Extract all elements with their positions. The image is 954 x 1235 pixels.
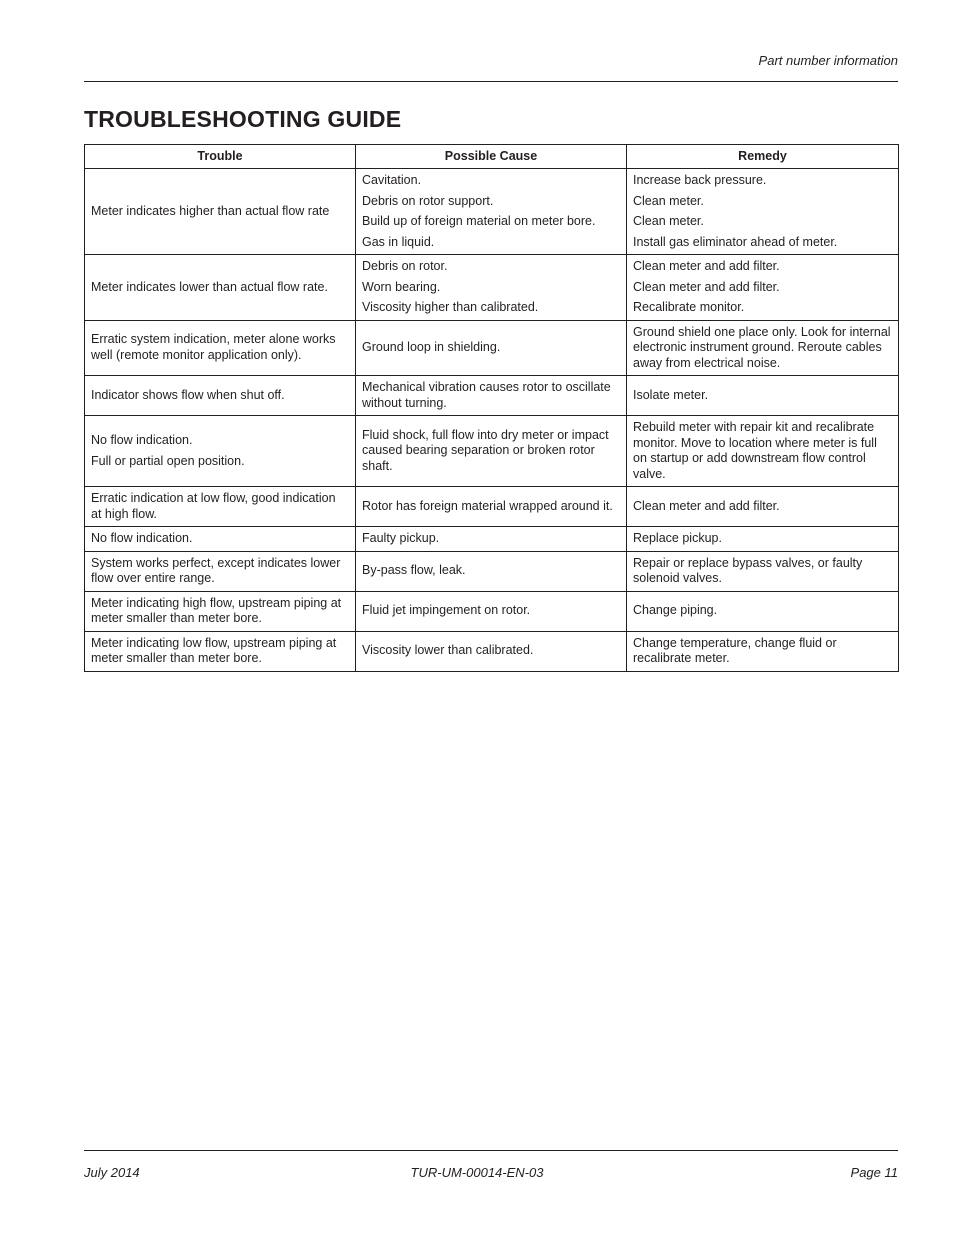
remedy-cell <box>627 487 899 527</box>
cause-cell <box>356 320 627 376</box>
remedy-cell <box>627 169 899 255</box>
cause-cell <box>356 551 627 591</box>
remedy-cell <box>627 551 899 591</box>
cause-cell <box>356 169 627 255</box>
remedy-cell-line: Clean meter and add filter. <box>633 498 780 513</box>
footer-page-number: Page 11 <box>850 1165 898 1180</box>
cause-cell <box>356 527 627 552</box>
footer-rule <box>84 1150 898 1151</box>
cause-cell-line: Gas in liquid. <box>362 234 435 249</box>
remedy-cell-line: Clean meter. <box>633 214 704 228</box>
column-header-trouble: Trouble <box>85 145 356 169</box>
page-title: TROUBLESHOOTING GUIDE <box>84 106 402 132</box>
cause-cell-line: Cavitation. <box>362 173 422 187</box>
trouble-cell <box>85 487 356 527</box>
trouble-cell <box>85 591 356 631</box>
table-row <box>85 487 899 527</box>
trouble-cell-line: Full or partial open position. <box>91 453 245 468</box>
trouble-cell-line: Erratic indication at low flow, good indication at high flow. <box>91 491 336 521</box>
column-header-remedy: Remedy <box>627 145 899 169</box>
remedy-cell-line: Clean meter and add filter. <box>633 259 780 273</box>
cause-cell-line: By-pass flow, leak. <box>362 563 466 578</box>
table-row <box>85 376 899 416</box>
remedy-cell <box>627 320 899 376</box>
trouble-cell <box>85 551 356 591</box>
trouble-cell-line: Indicator shows flow when shut off. <box>91 387 285 402</box>
cause-cell-line: Fluid jet impingement on rotor. <box>362 603 531 618</box>
header-section-label: Part number information <box>758 53 898 68</box>
cause-cell <box>356 255 627 321</box>
remedy-cell <box>627 591 899 631</box>
remedy-cell-line: Replace pickup. <box>633 531 722 545</box>
footer-date: July 2014 <box>84 1165 140 1180</box>
trouble-cell-line: Meter indicating high flow, upstream piping at meter smaller than meter bore. <box>91 595 342 625</box>
trouble-cell <box>85 376 356 416</box>
trouble-cell <box>85 416 356 487</box>
table-row <box>85 591 899 631</box>
remedy-cell-line: Install gas eliminator ahead of meter. <box>633 234 838 249</box>
cause-cell-line: Ground loop in shielding. <box>362 340 501 354</box>
remedy-cell-line: Clean meter. <box>633 193 704 208</box>
remedy-cell <box>627 416 899 487</box>
remedy-cell-line: Increase back pressure. <box>633 173 767 187</box>
table-row <box>85 255 899 321</box>
trouble-cell <box>85 631 356 671</box>
cause-cell-line: Mechanical vibration causes rotor to oscillate without turning. <box>362 380 611 410</box>
cause-cell-line: Rotor has foreign material wrapped around it. <box>362 498 613 513</box>
cause-cell-line: Build up of foreign material on meter bore. <box>362 214 596 228</box>
cause-cell <box>356 416 627 487</box>
remedy-cell-line: Rebuild meter with repair kit and recalibrate monitor. Move to location where meter is full on startup or add downstream flow control valve. <box>633 420 877 481</box>
remedy-cell-line: Change temperature, change fluid or recalibrate meter. <box>633 635 837 665</box>
cause-cell-line: Viscosity higher than calibrated. <box>362 300 539 314</box>
table-header-row <box>85 145 899 169</box>
remedy-cell <box>627 631 899 671</box>
cause-cell-line: Faulty pickup. <box>362 531 440 545</box>
remedy-cell <box>627 255 899 321</box>
table-row <box>85 416 899 487</box>
remedy-cell <box>627 527 899 552</box>
cause-cell <box>356 631 627 671</box>
trouble-cell <box>85 527 356 552</box>
trouble-cell <box>85 169 356 255</box>
table-row <box>85 631 899 671</box>
remedy-cell-line: Change piping. <box>633 603 718 618</box>
header-rule <box>84 81 898 82</box>
cause-cell-line: Fluid shock, full flow into dry meter or impact caused bearing separation or broken rotor shaft. <box>362 427 609 473</box>
trouble-cell-line: Meter indicates lower than actual flow rate. <box>91 279 328 294</box>
trouble-cell <box>85 255 356 321</box>
column-header-possible-cause: Possible Cause <box>356 145 627 169</box>
cause-cell <box>356 591 627 631</box>
cause-cell-line: Debris on rotor support. <box>362 193 494 208</box>
cause-cell-line: Debris on rotor. <box>362 259 448 273</box>
remedy-cell-line: Recalibrate monitor. <box>633 300 745 314</box>
footer-document-id: TUR-UM-00014-EN-03 <box>410 1165 544 1180</box>
table-row <box>85 320 899 376</box>
table-row <box>85 527 899 552</box>
cause-cell <box>356 487 627 527</box>
trouble-cell-line: No flow indication. <box>91 433 193 447</box>
remedy-cell-line: Isolate meter. <box>633 387 709 402</box>
remedy-cell <box>627 376 899 416</box>
cause-cell-line: Viscosity lower than calibrated. <box>362 643 534 658</box>
trouble-cell-line: Erratic system indication, meter alone works well (remote monitor application only). <box>91 332 336 362</box>
troubleshooting-table <box>84 144 899 672</box>
cause-cell <box>356 376 627 416</box>
trouble-cell-line: System works perfect, except indicates lower flow over entire range. <box>91 555 341 585</box>
trouble-cell-line: No flow indication. <box>91 531 193 545</box>
remedy-cell-line: Ground shield one place only. Look for internal electronic instrument ground. Reroute cables away from electrical noise. <box>633 324 891 370</box>
remedy-cell-line: Repair or replace bypass valves, or faulty solenoid valves. <box>633 555 863 585</box>
table-body <box>85 169 899 672</box>
trouble-cell-line: Meter indicates higher than actual flow rate <box>91 203 330 218</box>
cause-cell-line: Worn bearing. <box>362 279 441 294</box>
trouble-cell <box>85 320 356 376</box>
table-row <box>85 169 899 255</box>
trouble-cell-line: Meter indicating low flow, upstream piping at meter smaller than meter bore. <box>91 635 337 665</box>
table-row <box>85 551 899 591</box>
remedy-cell-line: Clean meter and add filter. <box>633 279 780 294</box>
